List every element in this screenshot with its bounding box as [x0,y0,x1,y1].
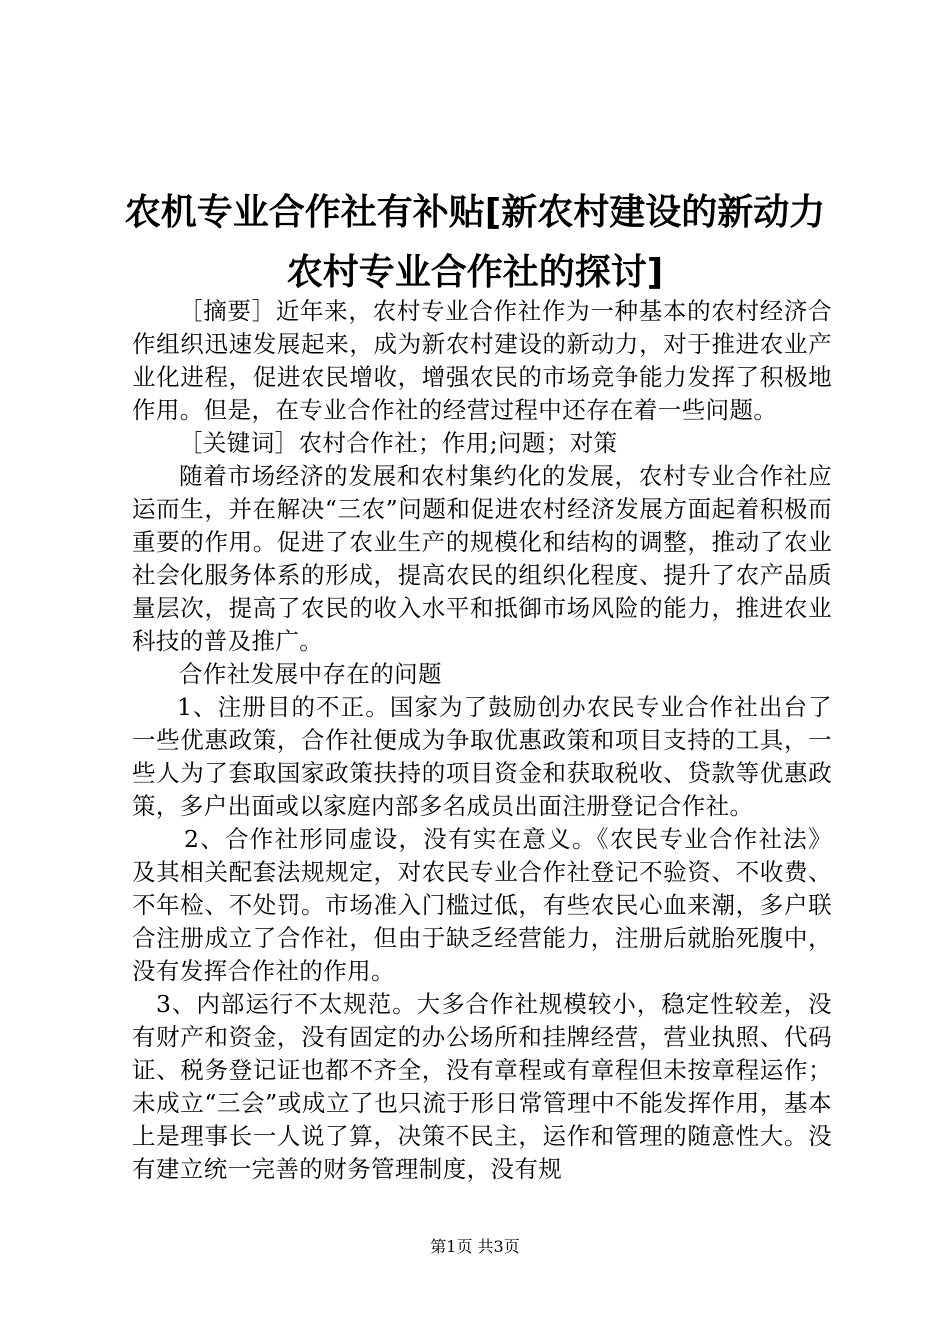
intro-paragraph: 随着市场经济的发展和农村集约化的发展，农村专业合作社应运而生，并在解决“三农”问题和促进农村经济发展方面起着积极而重要的作用。促进了农业生产的规模化和结构的调整，推动了农业社会化服务体系的形成，提高农民的组织化程度、提升了农产品质量层次，提高了农民的收入水平和抵御市场风险的能力，推进农业科技的普及推广。 [132,462,832,655]
section-heading: 合作社发展中存在的问题 [179,660,442,688]
document-title [0,183,950,303]
keywords-paragraph: ［关键词］农村合作社；作用;问题；对策 [179,429,618,457]
issue-paragraph-3: 3、内部运行不太规范。大多合作社规模较小，稳定性较差，没有财产和资金，没有固定的办公场所和挂牌经营，营业执照、代码证、税务登记证也都不齐全，没有章程或有章程但未按章程运作；未成立“三会”或成立了也只流于形日常管理中不能发挥作用，基本上是理事长一人说了算，决策不民主，运作和管理的随意性大。没有建立统一完善的财务管理制度，没有规 [132,990,832,1183]
title-line-1: 农机专业合作社有补贴[新农村建设的新动力 [124,192,826,233]
issue-paragraph-1: 1、注册目的不正。国家为了鼓励创办农民专业合作社出台了一些优惠政策，合作社便成为争取优惠政策和项目支持的工具，一些人为了套取国家政策扶持的项目资金和获取税收、贷款等优惠政策，多户出面或以家庭内部多名成员出面注册登记合作社。 [132,693,832,820]
page-footer: 第1页 共3页 [430,1237,520,1256]
issue-paragraph-2: 2、合作社形同虚设，没有实在意义。《农民专业合作社法》及其相关配套法规规定，对农民专业合作社登记不验资、不收费、不年检、不处罚。市场准入门槛过低，有些农民心血来潮，多户联合注册成立了合作社，但由于缺乏经营能力，注册后就胎死腹中，没有发挥合作社的作用。 [132,825,832,985]
document-body [132,295,832,1186]
abstract-paragraph: ［摘要］近年来，农村专业合作社作为一种基本的农村经济合作组织迅速发展起来，成为新农村建设的新动力，对于推进农业产业化进程，促进农民增收，增强农民的市场竞争能力发挥了积极地作用。但是，在专业合作社的经营过程中还存在着一些问题。 [132,297,832,424]
title-line-2: 农村专业合作社的探讨] [286,252,664,293]
